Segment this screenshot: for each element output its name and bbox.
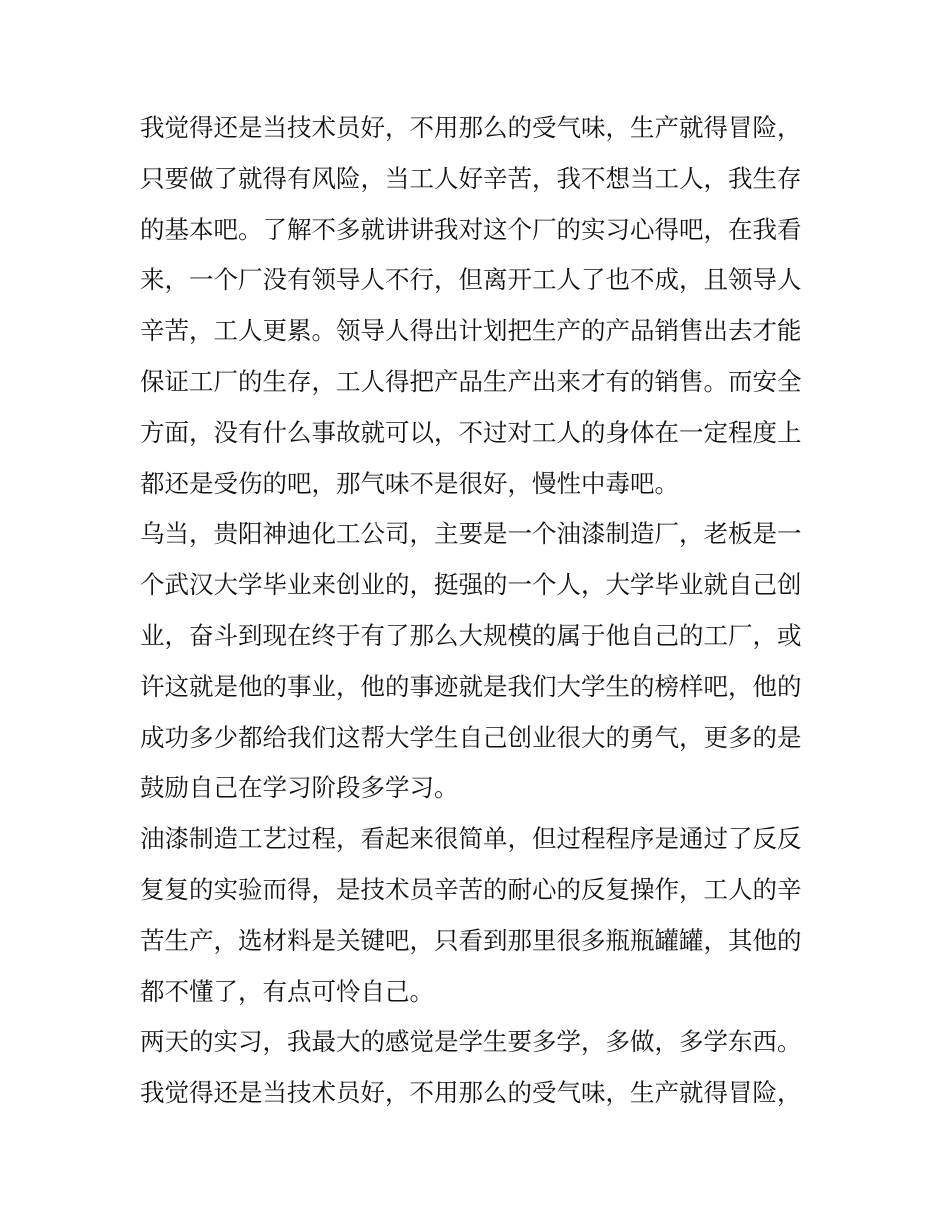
text-line: 油漆制造工艺过程，看起来很简单，但过程程序是通过了反反 — [140, 824, 802, 854]
text-line: 成功多少都给我们这帮大学生自己创业很大的勇气，更多的是 — [140, 722, 802, 752]
text-line: 都还是受伤的吧，那气味不是很好，慢性中毒吧。 — [140, 468, 679, 498]
text-line: 来，一个厂没有领导人不行，但离开工人了也不成，且领导人 — [140, 265, 802, 295]
text-line: 的基本吧。了解不多就讲讲我对这个厂的实习心得吧，在我看 — [140, 214, 802, 244]
text-line: 辛苦，工人更累。领导人得出计划把生产的产品销售出去才能 — [140, 316, 802, 346]
text-line: 都不懂了，有点可怜自己。 — [140, 976, 434, 1006]
text-line: 只要做了就得有风险，当工人好辛苦，我不想当工人，我生存 — [140, 163, 802, 193]
text-line: 业，奋斗到现在终于有了那么大规模的属于他自己的工厂，或 — [140, 620, 802, 650]
text-line: 两天的实习，我最大的感觉是学生要多学，多做，多学东西。 — [140, 1027, 802, 1057]
text-line: 方面，没有什么事故就可以，不过对工人的身体在一定程度上 — [140, 417, 802, 447]
text-line: 我觉得还是当技术员好，不用那么的受气味，生产就得冒险， — [140, 113, 802, 142]
text-line: 苦生产，选材料是关键吧，只看到那里很多瓶瓶罐罐，其他的 — [140, 925, 802, 955]
body-text — [140, 103, 820, 1119]
text-line: 个武汉大学毕业来创业的，挺强的一个人，大学毕业就自己创 — [140, 570, 802, 600]
text-line: 鼓励自己在学习阶段多学习。 — [140, 773, 459, 803]
text-line: 许这就是他的事业，他的事迹就是我们大学生的榜样吧，他的 — [140, 671, 802, 701]
text-line: 保证工厂的生存，工人得把产品生产出来才有的销售。而安全 — [140, 366, 802, 396]
text-line: 乌当，贵阳神迪化工公司，主要是一个油漆制造厂，老板是一 — [140, 519, 802, 549]
text-line: 复复的实验而得，是技术员辛苦的耐心的反复操作，工人的辛 — [140, 874, 802, 904]
text-line: 我觉得还是当技术员好，不用那么的受气味，生产就得冒险， — [140, 1078, 802, 1108]
